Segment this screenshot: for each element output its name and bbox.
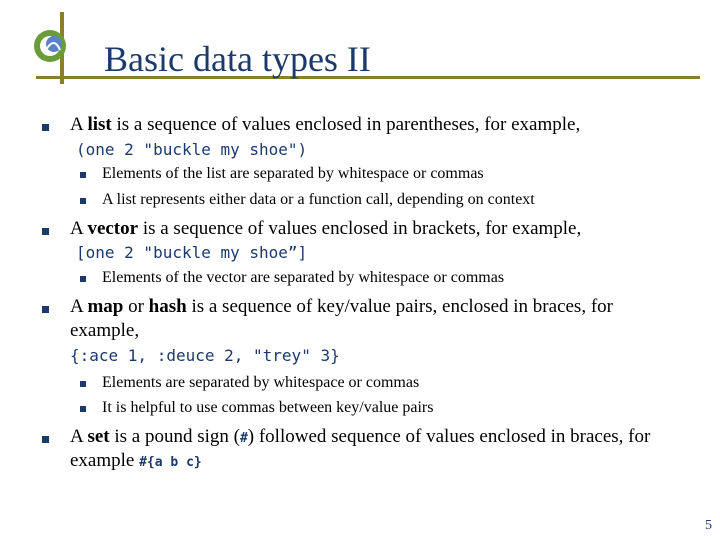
slide-title: Basic data types II — [104, 39, 371, 79]
vector-text-after: is a sequence of values enclosed in brackets, for example, — [138, 218, 582, 239]
map-bullet-text — [70, 296, 613, 318]
vector-bullet-text — [70, 218, 581, 240]
map-text-before: A — [70, 296, 88, 317]
sub-bullet-icon — [80, 381, 86, 387]
list-text-after: is a sequence of values enclosed in parentheses, for example, — [111, 114, 581, 135]
list-sub-bullet-2: A list represents either data or a function call, depending on context — [102, 191, 535, 208]
sub-bullet-icon — [80, 276, 86, 282]
list-text-before: A — [70, 114, 88, 135]
set-bullet-text-line2 — [70, 450, 202, 472]
set-text-before: A — [70, 426, 88, 447]
hash-term: hash — [148, 296, 187, 317]
map-bullet-text-line2: example, — [70, 320, 140, 341]
list-bullet-text — [70, 114, 580, 136]
bullet-icon — [42, 306, 49, 313]
sub-bullet-icon — [80, 172, 86, 178]
list-sub-bullet-1: Elements of the list are separated by whitespace or commas — [102, 165, 484, 182]
page-number: 5 — [705, 518, 712, 533]
vector-code-example: [one 2 "buckle my shoe”] — [76, 243, 308, 262]
set-code-example: #{a b c} — [139, 455, 202, 470]
map-sub-bullet-2: It is helpful to use commas between key/value pairs — [102, 399, 434, 416]
set-pound-sign: # — [239, 431, 248, 446]
bullet-icon — [42, 228, 49, 235]
sub-bullet-icon — [80, 198, 86, 204]
set-text-line2: example — [70, 450, 140, 471]
bullet-icon — [42, 124, 49, 131]
list-code-example: (one 2 "buckle my shoe") — [76, 140, 308, 159]
list-term: list — [87, 114, 112, 135]
map-code-example: {:ace 1, :deuce 2, "trey" 3} — [70, 346, 340, 365]
vector-sub-bullet-1: Elements of the vector are separated by whitespace or commas — [102, 269, 505, 286]
map-term: map — [87, 296, 124, 317]
map-text-after: is a sequence of key/value pairs, enclosed in braces, for — [186, 296, 613, 317]
map-text-mid: or — [123, 296, 149, 317]
map-sub-bullet-1: Elements are separated by whitespace or commas — [102, 374, 420, 391]
set-text-after: ) followed sequence of values enclosed in braces, for — [247, 426, 651, 447]
vector-text-before: A — [70, 218, 88, 239]
set-bullet-text — [70, 426, 650, 448]
sub-bullet-icon — [80, 406, 86, 412]
vector-term: vector — [87, 218, 139, 239]
bullet-icon — [42, 436, 49, 443]
set-text-mid: is a pound sign ( — [109, 426, 240, 447]
set-term: set — [87, 426, 110, 447]
